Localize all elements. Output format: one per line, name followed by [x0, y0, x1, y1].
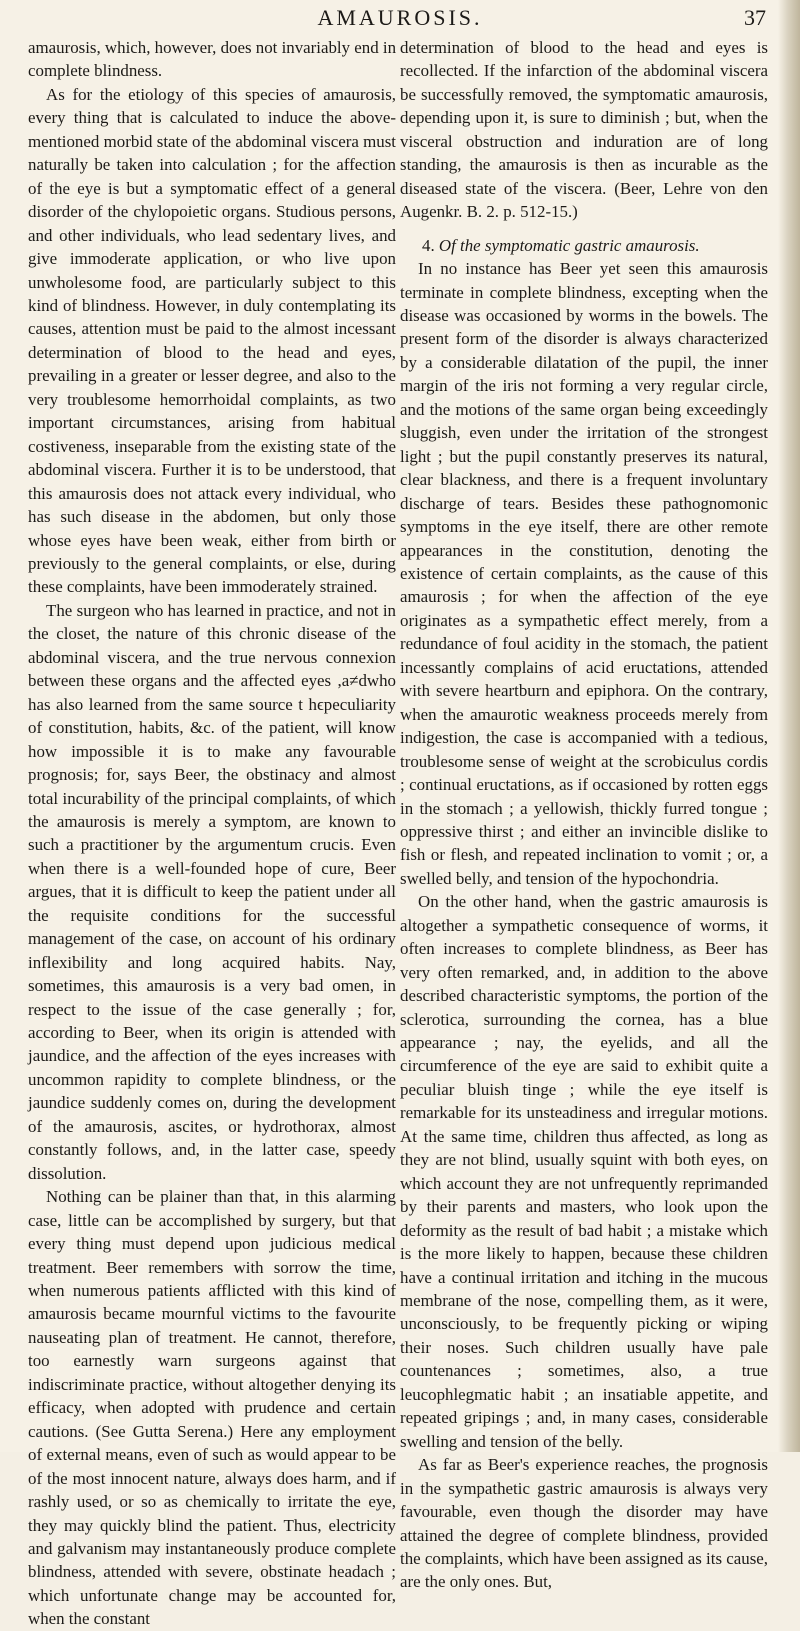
paragraph: amaurosis, which, however, does not invariably end in complete blindness. [28, 38, 397, 81]
section-number: 4. [422, 235, 435, 255]
paragraph: As far as Beer's experience reaches, the prognosis in the sympathetic gastric amaurosis is always very favourable, even though the disorder may have attained the degree of complete blindness, provided the complaints, which have been assigned as its cause, are the only ones. But, [400, 1455, 768, 1592]
running-head [0, 4, 800, 32]
page-edge-shadow [778, 0, 800, 1452]
paragraph: In no instance has Beer yet seen this amaurosis terminate in complete blindness, excepting when the disease was occasioned by worms in the bowels. The present form of the disorder is always characterized by a considerable dilatation of the pupil, the inner margin of the iris not forming a very regular circle, and the motions of the same organ being exceedingly sluggish, even under the irritation of the strongest light ; but the pupil constantly preserves its natural, clear blackness, and there is a frequent involuntary discharge of tears. Besides these pathognomonic symptoms in the eye itself, there are other remote appearances in the constitution, denoting the existence of certain complaints, as the cause of this amaurosis ; for when the affection of the eye originates as a sympathetic effect merely, from a redundance of foul acidity in the stomach, the patient incessantly complains of acid eructations, attended with severe heartburn and epiphora. On the contrary, when the amaurotic weakness proceeds merely from indigestion, the case is accompanied with a tedious, troublesome sense of weight at the scrobiculus cordis ; continual eructations, as if occasioned by rotten eggs in the stomach ; a yellowish, thickly furred tongue ; oppressive thirst ; and either an invincible dislike to fish or flesh, and repeated inclination to vomit ; or, a swelled belly, and tension of the hypochondria. [400, 259, 768, 888]
paragraph: The surgeon who has learned in practice, and not in the closet, the nature of this chronic disease of the abdominal viscera, and the true nervous connexion between these organs and the affected eyes ,a≠dwho has also learned from the same source t hϵpeculiarity of constitution, habits, &c. of the patient, will know how impossible it is to make any favourable prognosis; for, says Beer, the obstinacy and almost total incurability of the principal complaints, of which the amaurosis is merely a symptom, are known to such a practitioner by the argumentum crucis. Even when there is a well-founded hope of cure, Beer argues, that it is difficult to keep the patient under all the requisite conditions for the successful management of the case, on account of his ordinary inflexibility and long acquired habits. Nay, sometimes, this amaurosis is a very bad omen, in respect to the issue of the case generally ; for, according to Beer, when its origin is attended with jaundice, and the affection of the eyes increases with uncommon rapidity to complete blindness, or the jaundice suddenly comes on, during the development of the amaurosis, ascites, or hydrothorax, almost constantly follows, and, in the latter case, speedy dissolution. [28, 600, 396, 1183]
paragraph: Nothing can be plainer than that, in this alarming case, little can be accomplished by surgery, but that every thing must depend upon judicious medical treatment. Beer remembers with sorrow the time, when numerous patients afflicted with this kind of amaurosis became mournful victims to the favourite nauseating plan of treatment. He cannot, therefore, too earnestly warn surgeons against that indiscriminate practice, without altogether denying its efficacy, when adopted with prudence and certain cautions. (See Gutta Serena.) Here any employment of external means, even of such as would appear to be of the most innocent nature, always does harm, and if rashly used, or so as chemically to irritate the eye, they may quickly blind the patient. Thus, electricity and galvanism may instantaneously produce complete blindness, attended with severe, obstinate headach ; which unfortunate change may be accounted for, when the constant [28, 1187, 396, 1629]
paragraph: determination of blood to the head and eyes is recollected. If the infarction of the abdominal viscera be successfully removed, the symptomatic amaurosis, depending upon it, is sure to diminish ; but, when the visceral obstruction and induration are of long standing, the amaurosis is then as incurable as the diseased state of the viscera. (Beer, Lehre von den Augenkr. B. 2. p. 512-15.) [400, 38, 768, 222]
running-title: AMAUROSIS. [317, 5, 483, 30]
section-title: Of the symptomatic gastric amaurosis. [438, 235, 700, 255]
left-column [28, 36, 396, 1631]
paragraph: On the other hand, when the gastric amaurosis is altogether a sympathetic consequence of worms, it often increases to complete blindness, as Beer has very often remarked, and, in addition to the above described characteristic symptoms, the portion of the sclerotica, surrounding the cornea, has a blue appearance ; nay, the eyelids, and all the circumference of the eye are said to exhibit quite a peculiar bluish tinge ; while the eye itself is remarkable for its unsteadiness and irregular motions. At the same time, children thus affected, as long as they are not blind, usually squint with both eyes, on which account they are not unfrequently reprimanded by their parents and masters, who look upon the deformity as the result of bad habit ; a mistake which is the more likely to happen, because these children have a continual irritation and itching in the mucous membrane of the nose, compelling them, as it were, unconsciously, to be frequently picking or wiping their noses. Such children usually have pale countenances ; sometimes, also, a true leucophlegmatic habit ; an insatiable appetite, and repeated gripings ; and, in many cases, considerable swelling and tension of the belly. [400, 892, 768, 1451]
paragraph: As for the etiology of this species of amaurosis, every thing that is calculated to induce the above-mentioned morbid state of the abdominal viscera must naturally be taken into calculation ; for the affection of the eye is but a symptomatic effect of a general disorder of the chylopoietic organs. Studious persons, and other individuals, who lead sedentary lives, and give immoderate application, or who live upon unwholesome food, are particularly subject to this kind of blindness. However, in duly contemplating its causes, attention must be paid to the almost incessant determination of blood to the head and eyes, prevailing in a greater or lesser degree, and also to the very troublesome hemorrhoidal complaints, as two important circumstances, arising from habitual costiveness, inseparable from the existing state of the abdominal viscera. Further it is to be understood, that this amaurosis does not attack every individual, who has such disease in the abdomen, but only those whose eyes have been weak, either from birth or previously to the general complaints, or else, during these complaints, have been immoderately strained. [28, 84, 396, 597]
page-number: 37 [744, 5, 766, 30]
right-column [400, 36, 768, 1594]
section-heading [400, 234, 768, 257]
